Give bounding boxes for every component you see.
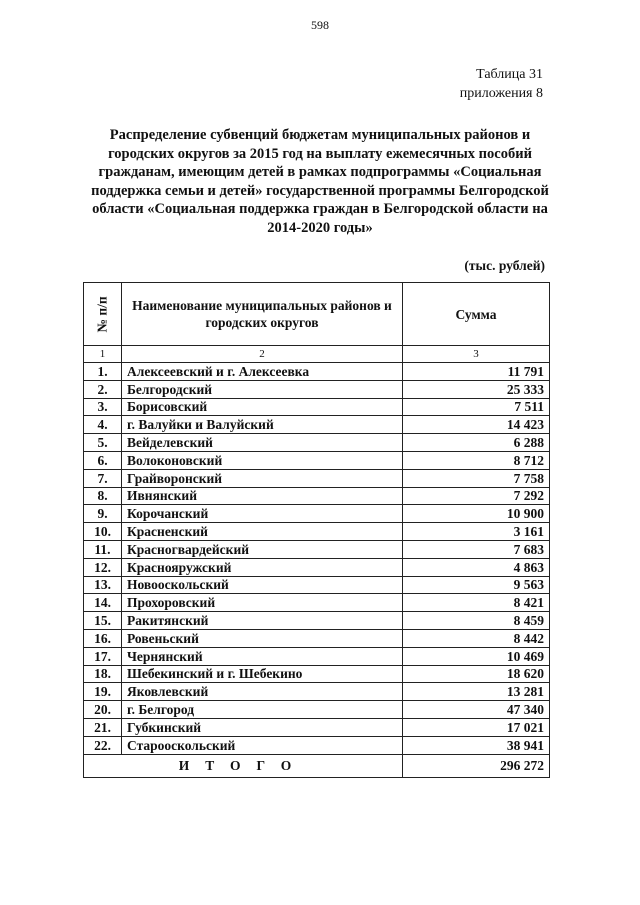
page-number: 598 [311,18,329,32]
column-index: 2 [122,346,403,363]
units-label: (тыс. рублей) [464,258,545,273]
row-amount: 7 511 [403,398,550,416]
table-reference [460,65,543,103]
document-title: Распределение субвенций бюджетам муниципальных районов и городских округов за 2015 год на выплату ежемесячных пособий гражданам, имеющим детей в рамках подпрограммы «Социальная поддержка семьи и детей» государственной программы Белгородской области «Социальная поддержка граждан в Белгородской области на 2014-2020 годы» [91,127,549,236]
row-amount: 14 423 [403,416,550,434]
row-number: 12. [84,558,122,576]
row-amount: 13 281 [403,683,550,701]
row-amount: 25 333 [403,380,550,398]
column-index: 3 [403,346,550,363]
header-number: № п/п [84,283,122,346]
header-name: Наименование муниципальных районов и городских округов [122,283,403,346]
column-index: 1 [84,346,122,363]
table-row [84,736,550,754]
row-name: Старооскольский [122,736,403,754]
table-row [84,558,550,576]
total-amount: 296 272 [403,754,550,777]
row-amount: 7 292 [403,487,550,505]
table-header-row [84,283,550,346]
row-number: 11. [84,540,122,558]
row-amount: 10 469 [403,647,550,665]
row-name: Красногвардейский [122,540,403,558]
row-number: 14. [84,594,122,612]
column-index-row [84,346,550,363]
row-amount: 6 288 [403,434,550,452]
table-row [84,540,550,558]
table-row [84,665,550,683]
table-row [84,523,550,541]
row-number: 13. [84,576,122,594]
row-number: 15. [84,612,122,630]
header-sum: Сумма [403,283,550,346]
row-number: 6. [84,451,122,469]
row-amount: 8 712 [403,451,550,469]
row-name: г. Белгород [122,701,403,719]
row-name: Ивнянский [122,487,403,505]
table-row [84,612,550,630]
subsidy-table [83,282,550,778]
table-row [84,434,550,452]
row-name: Корочанский [122,505,403,523]
row-amount: 7 683 [403,540,550,558]
row-amount: 4 863 [403,558,550,576]
row-number: 20. [84,701,122,719]
table-reference-line1: Таблица 31 [476,67,543,82]
row-amount: 7 758 [403,469,550,487]
row-number: 8. [84,487,122,505]
row-number: 22. [84,736,122,754]
row-name: Волоконовский [122,451,403,469]
row-number: 10. [84,523,122,541]
row-name: Губкинский [122,718,403,736]
row-name: Ракитянский [122,612,403,630]
table-row [84,576,550,594]
table-row [84,416,550,434]
table-row [84,629,550,647]
row-name: Грайворонский [122,469,403,487]
row-amount: 47 340 [403,701,550,719]
row-number: 1. [84,363,122,381]
row-number: 21. [84,718,122,736]
row-amount: 3 161 [403,523,550,541]
table-row [84,505,550,523]
row-name: Борисовский [122,398,403,416]
row-name: Белгородский [122,380,403,398]
table-row [84,469,550,487]
row-amount: 17 021 [403,718,550,736]
row-number: 16. [84,629,122,647]
table-row [84,683,550,701]
row-number: 19. [84,683,122,701]
row-number: 9. [84,505,122,523]
row-amount: 18 620 [403,665,550,683]
row-number: 2. [84,380,122,398]
table-row [84,363,550,381]
row-amount: 10 900 [403,505,550,523]
table-row [84,701,550,719]
row-name: Чернянский [122,647,403,665]
row-amount: 8 459 [403,612,550,630]
table-row [84,398,550,416]
row-amount: 38 941 [403,736,550,754]
row-number: 17. [84,647,122,665]
table-row [84,718,550,736]
table-row [84,647,550,665]
row-amount: 8 442 [403,629,550,647]
row-name: Алексеевский и г. Алексеевка [122,363,403,381]
row-number: 3. [84,398,122,416]
row-name: Прохоровский [122,594,403,612]
row-number: 7. [84,469,122,487]
row-name: Вейделевский [122,434,403,452]
total-row [84,754,550,777]
table-reference-line2: приложения 8 [459,86,543,101]
row-amount: 8 421 [403,594,550,612]
row-name: г. Валуйки и Валуйский [122,416,403,434]
row-name: Шебекинский и г. Шебекино [122,665,403,683]
total-label: ИТОГО [84,754,403,777]
table-row [84,594,550,612]
table-row [84,380,550,398]
row-number: 18. [84,665,122,683]
row-name: Ровеньский [122,629,403,647]
row-amount: 11 791 [403,363,550,381]
row-name: Новооскольский [122,576,403,594]
row-number: 4. [84,416,122,434]
row-name: Краснояружский [122,558,403,576]
row-name: Яковлевский [122,683,403,701]
row-amount: 9 563 [403,576,550,594]
row-number: 5. [84,434,122,452]
table-row [84,451,550,469]
row-name: Красненский [122,523,403,541]
table-row [84,487,550,505]
